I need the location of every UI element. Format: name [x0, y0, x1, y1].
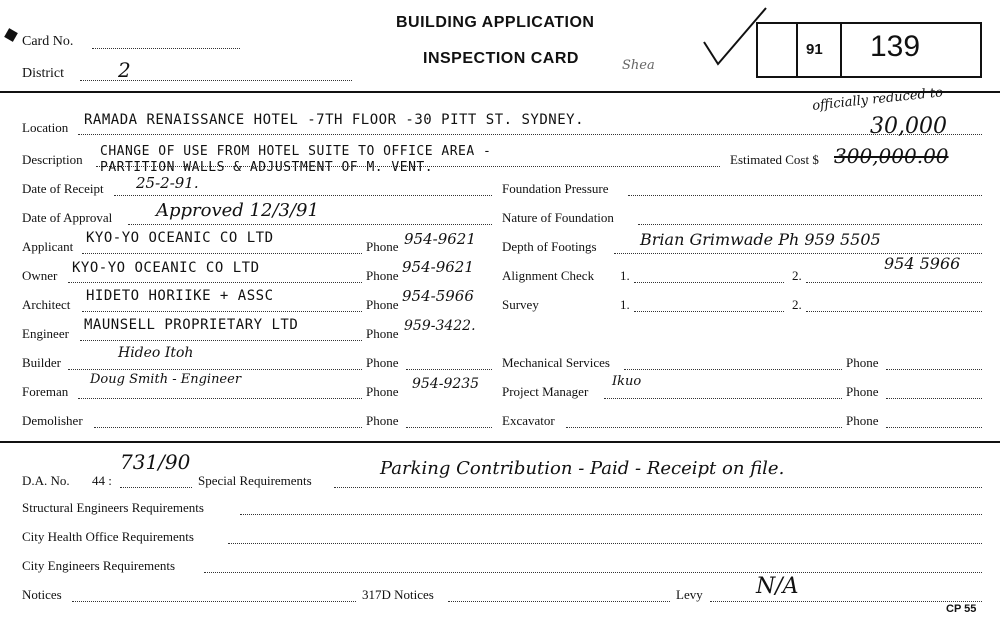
corner-mark: [4, 28, 18, 42]
da-no-value: 731/90: [120, 450, 191, 474]
foundation-pressure-label: Foundation Pressure: [502, 181, 609, 196]
alignment-num-2: 2.: [792, 268, 802, 283]
pm-phone-label: Phone: [846, 384, 879, 399]
location-value: RAMADA RENAISSANCE HOTEL -7TH FLOOR -30 PITT ST. SYDNEY.: [84, 112, 585, 128]
date-of-approval-value: Approved 12/3/91: [156, 200, 319, 221]
da-line: [120, 487, 192, 488]
description-line-2: PARTITION WALLS & ADJUSTMENT OF M. VENT.: [100, 160, 434, 175]
nature-foundation-line: [638, 224, 982, 225]
approval-line: [128, 224, 492, 225]
engineer-label: Engineer: [22, 326, 69, 341]
form-code: CP 55: [946, 603, 977, 615]
excavator-label: Excavator: [502, 413, 555, 428]
box-small-value: 91: [806, 41, 823, 58]
survey-label: Survey: [502, 297, 539, 312]
engineer-line: [80, 340, 362, 341]
survey-line-2: [806, 311, 982, 312]
location-label: Location: [22, 120, 69, 135]
mechanical-services-label: Mechanical Services: [502, 355, 610, 370]
foreman-line: [78, 398, 362, 399]
health-line: [228, 543, 982, 544]
special-line: [334, 487, 982, 488]
date-of-receipt-value: 25-2-91.: [136, 174, 199, 192]
box-large-value: 139: [870, 30, 921, 63]
description-line-1: CHANGE OF USE FROM HOTEL SUITE TO OFFICE AREA -: [100, 144, 492, 159]
levy-label: Levy: [676, 587, 703, 602]
owner-phone-label: Phone: [366, 268, 399, 283]
applicant-label: Applicant: [22, 239, 74, 254]
title-line-2: INSPECTION CARD: [423, 50, 579, 67]
architect-value: HIDETO HORIIKE + ASSC: [86, 288, 274, 304]
architect-phone-value: 954-5966: [402, 287, 474, 305]
location-note-value: 30,000: [870, 114, 947, 139]
scribble: Shea: [622, 58, 655, 73]
builder-line: [68, 369, 362, 370]
architect-line: [82, 311, 362, 312]
mechanical-line: [624, 369, 842, 370]
location-note: officially reduced to: [811, 85, 944, 114]
builder-label: Builder: [22, 355, 61, 370]
project-manager-label: Project Manager: [502, 384, 589, 399]
survey-num-2: 2.: [792, 297, 802, 312]
levy-value: N/A: [756, 574, 799, 599]
card-no-label: Card No.: [22, 34, 74, 49]
demolisher-label: Demolisher: [22, 413, 83, 428]
structural-line: [240, 514, 982, 515]
estimated-cost-value: 300,000.00: [834, 144, 949, 168]
engineer-value: MAUNSELL PROPRIETARY LTD: [84, 317, 299, 333]
builder-phone-label: Phone: [366, 355, 399, 370]
special-requirements-label: Special Requirements: [198, 473, 312, 488]
depth-of-footings-value: Brian Grimwade Ph 959 5505: [640, 230, 881, 249]
da-no-prefix: 44 :: [92, 473, 112, 488]
architect-phone-label: Phone: [366, 297, 399, 312]
owner-phone-value: 954-9621: [402, 258, 474, 276]
special-requirements-value: Parking Contribution - Paid - Receipt on file.: [380, 458, 785, 479]
district-label: District: [22, 66, 64, 81]
alignment-line-1: [634, 282, 784, 283]
city-engineers-line: [204, 572, 982, 573]
excavator-line: [566, 427, 842, 428]
notices-line: [72, 601, 356, 602]
foundation-pressure-line: [628, 195, 982, 196]
excavator-phone-line: [886, 427, 982, 428]
box-divider-1: [796, 24, 798, 76]
alignment-num-1: 1.: [620, 268, 630, 283]
notices-317d-label: 317D Notices: [362, 587, 434, 602]
levy-line: [710, 601, 982, 602]
alignment-value: 954 5966: [884, 254, 961, 273]
applicant-phone-value: 954-9621: [404, 230, 476, 248]
builder-value: Hideo Itoh: [118, 345, 194, 361]
engineer-phone-value: 959-3422.: [404, 318, 476, 334]
owner-line: [68, 282, 362, 283]
depth-of-footings-label: Depth of Footings: [502, 239, 597, 254]
pm-phone-line: [886, 398, 982, 399]
project-manager-line: [604, 398, 842, 399]
date-of-receipt-label: Date of Receipt: [22, 181, 104, 196]
health-requirements-label: City Health Office Requirements: [22, 529, 194, 544]
header-rule: [0, 91, 1000, 93]
applicant-line: [82, 253, 362, 254]
mechanical-phone-line: [886, 369, 982, 370]
notices-label: Notices: [22, 587, 62, 602]
notices-317d-line: [448, 601, 670, 602]
estimated-cost-label: Estimated Cost $: [730, 152, 819, 167]
district-value: 2: [118, 58, 131, 82]
demolisher-phone-label: Phone: [366, 413, 399, 428]
foreman-value: Doug Smith - Engineer: [90, 372, 242, 387]
mechanical-phone-label: Phone: [846, 355, 879, 370]
excavator-phone-label: Phone: [846, 413, 879, 428]
bottom-section-rule: [0, 441, 1000, 443]
applicant-phone-label: Phone: [366, 239, 399, 254]
da-no-label: D.A. No.: [22, 473, 70, 488]
foreman-phone-label: Phone: [366, 384, 399, 399]
foreman-phone-value: 954-9235: [412, 376, 480, 392]
project-manager-value: Ikuo: [612, 374, 642, 389]
alignment-check-label: Alignment Check: [502, 268, 595, 283]
description-label: Description: [22, 152, 83, 167]
receipt-line: [114, 195, 492, 196]
foreman-label: Foreman: [22, 384, 69, 399]
architect-label: Architect: [22, 297, 71, 312]
title-line-1: BUILDING APPLICATION: [396, 14, 595, 31]
owner-value: KYO-YO OCEANIC CO LTD: [72, 260, 260, 276]
card-number-box: [756, 22, 982, 78]
survey-num-1: 1.: [620, 297, 630, 312]
structural-requirements-label: Structural Engineers Requirements: [22, 500, 204, 515]
nature-of-foundation-label: Nature of Foundation: [502, 210, 614, 225]
owner-label: Owner: [22, 268, 58, 283]
demolisher-line: [94, 427, 362, 428]
demolisher-phone-line: [406, 427, 492, 428]
location-line: [78, 134, 982, 135]
alignment-line-2: [806, 282, 982, 283]
survey-line-1: [634, 311, 784, 312]
box-divider-2: [840, 24, 842, 76]
applicant-value: KYO-YO OCEANIC CO LTD: [86, 230, 274, 246]
city-engineers-label: City Engineers Requirements: [22, 558, 176, 573]
card-no-line: [92, 48, 240, 49]
date-of-approval-label: Date of Approval: [22, 210, 113, 225]
builder-phone-line: [406, 369, 492, 370]
engineer-phone-label: Phone: [366, 326, 399, 341]
